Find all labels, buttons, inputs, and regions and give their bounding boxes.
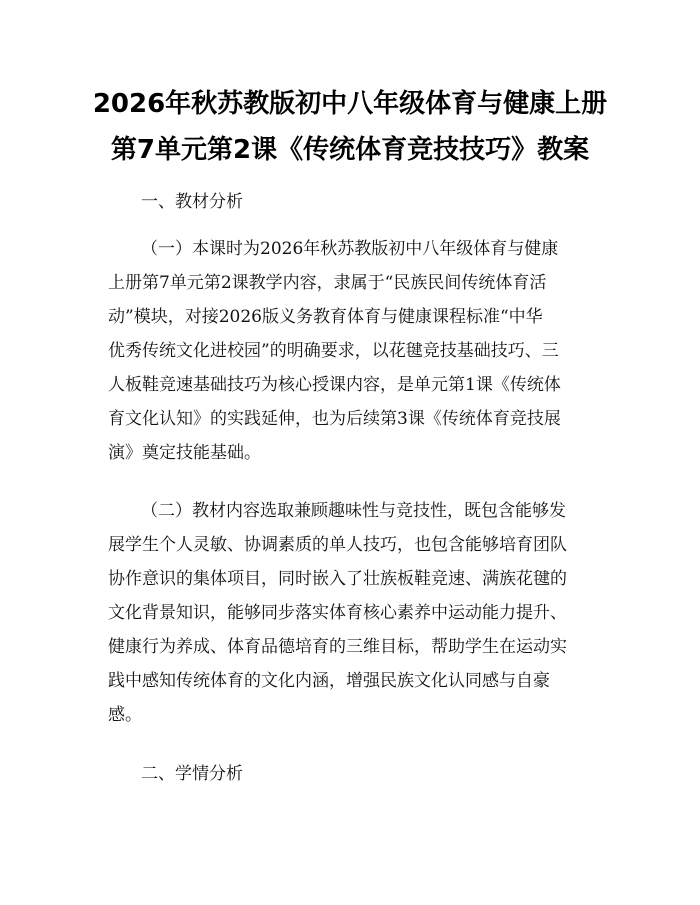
paragraph-2-line: 健康行为养成、体育品德培育的三维目标，帮助学生在运动实 xyxy=(108,637,567,657)
paragraph-1-line: 上册第7单元第2课教学内容，隶属于“民族民间传统体育活 xyxy=(108,273,547,293)
paragraph-2-line: （二）教材内容选取兼顾趣味性与竞技性，既包含能够发 xyxy=(141,501,566,521)
paragraph-2-line: 感。 xyxy=(108,705,142,725)
paragraph-1-line: 优秀传统文化进校园”的明确要求，以花毽竞技基础技巧、三 xyxy=(108,341,559,361)
paragraph-2-line: 践中感知传统体育的文化内涵，增强民族文化认同感与自豪 xyxy=(108,671,550,691)
paragraph-1-line: 演》奠定技能基础。 xyxy=(108,443,261,463)
paragraph-2-line: 展学生个人灵敏、协调素质的单人技巧，也包含能够培育团队 xyxy=(108,535,567,555)
paragraph-2-line: 文化背景知识，能够同步落实体育核心素养中运动能力提升、 xyxy=(108,603,567,623)
document-title-line-1: 2026年秋苏教版初中八年级体育与健康上册 xyxy=(92,89,608,119)
paragraph-2-line: 协作意识的集体项目，同时嵌入了壮族板鞋竞速、满族花毽的 xyxy=(108,569,567,589)
paragraph-1-line: 育文化认知》的实践延伸，也为后续第3课《传统体育竞技展 xyxy=(108,409,561,429)
section-heading-learner-analysis: 二、学情分析 xyxy=(141,764,243,784)
paragraph-1-line: 动”模块，对接2026版义务教育体育与健康课程标准“中华 xyxy=(108,307,543,327)
paragraph-1-line: 人板鞋竞速基础技巧为核心授课内容，是单元第1课《传统体 xyxy=(108,375,561,395)
document-title-line-2: 第7单元第2课《传统体育竞技技巧》教案 xyxy=(110,135,590,165)
section-heading-teaching-material-analysis: 一、教材分析 xyxy=(141,192,243,212)
paragraph-1-line: （一）本课时为2026年秋苏教版初中八年级体育与健康 xyxy=(141,239,559,259)
